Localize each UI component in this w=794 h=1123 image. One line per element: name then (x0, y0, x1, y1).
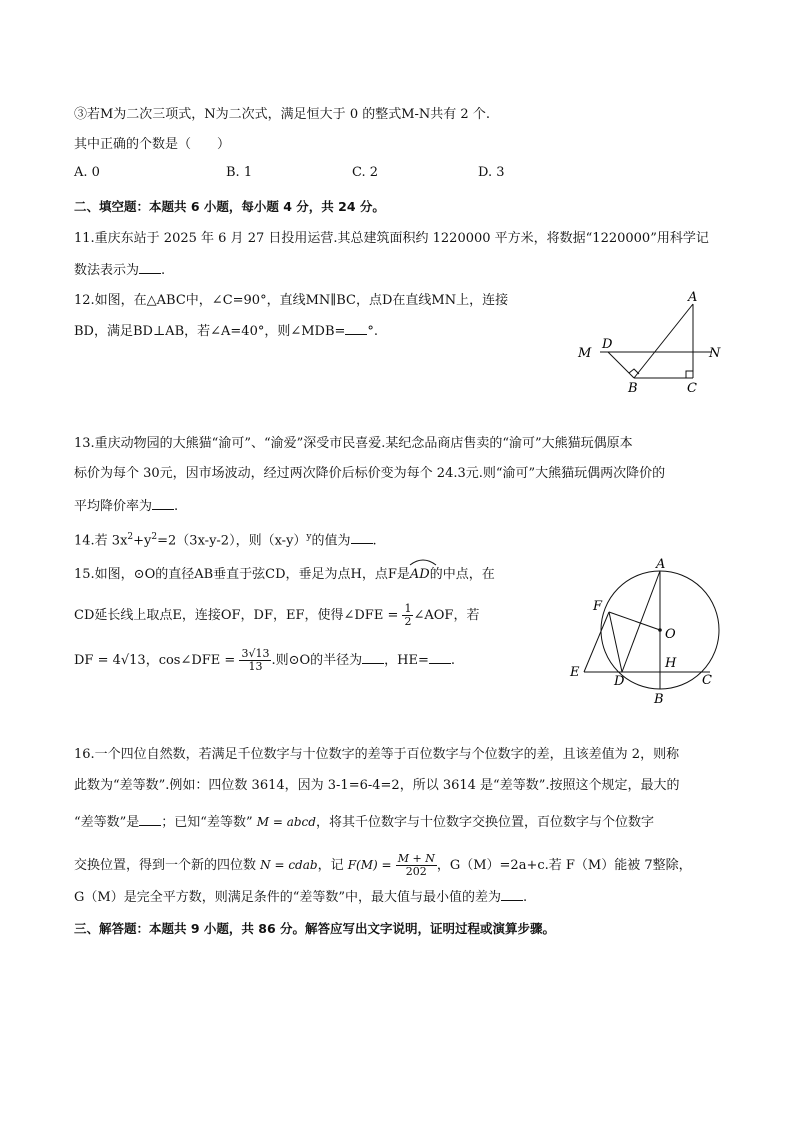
label-e: E (570, 665, 580, 680)
fraction-cos: $\frac{3√13}{13}$ (241, 647, 270, 673)
q10-option-d: D. 3 (478, 165, 505, 180)
q16-line-4: 交换位置，得到一个新的四位数 N = cdab，记 F(M) = $\frac{M + N}{202}$ ，G（M）=2a+c.若 F（M）能被 7整除， (74, 852, 692, 878)
label-d: D (602, 337, 613, 352)
section-2-heading: 二、填空题：本题共 6 小题，每小题 4 分，共 24 分。 (74, 199, 385, 214)
q11-line-2: 数法表示为 . (74, 263, 166, 278)
q10-option-a: A. 0 (74, 165, 100, 180)
q15-line-2: CD延长线上取点E，连接OF，DF，EF，使得∠DFE = $\frac{1}{2}$ ∠AOF，若 (74, 602, 480, 628)
center-point (658, 628, 662, 632)
answer-blank[interactable] (429, 651, 451, 664)
q15-line-3: DF = 4√13，cos∠DFE = $\frac{3√13}{13}$ .则⊙O的半径为 ，HE= . (74, 647, 456, 673)
label-c: C (702, 673, 712, 688)
label-n: N (709, 346, 721, 361)
q16-line-3: “差等数”是 ；已知“差等数” M = abcd，将其千位数字与十位数字交换位置，百位数字与个位数字 (74, 815, 654, 830)
q10-question: 其中正确的个数是（ ） (74, 137, 231, 152)
q12-triangle-figure (572, 286, 732, 396)
label-d: D (614, 674, 625, 689)
right-angle-c (686, 371, 693, 378)
answer-blank[interactable] (351, 531, 373, 544)
q12-line-1: 12.如图，在△ABC中，∠C=90°，直线MN∥BC，点D在直线MN上，连接 (74, 293, 509, 308)
label-a: A (656, 557, 666, 572)
arc-symbol-icon (408, 558, 438, 566)
fraction-f: $\frac{M + N}{202}$ (397, 852, 435, 878)
q14-line: 14.若 $3x^2+y^2=2(3x-y-2)$，则$(x-y)^y$的值为 . (74, 532, 377, 549)
q13-line-3: 平均降价率为 . (74, 499, 179, 514)
label-b: B (628, 381, 638, 396)
answer-blank[interactable] (501, 888, 523, 901)
answer-blank[interactable] (139, 261, 161, 274)
answer-blank[interactable] (345, 322, 367, 335)
q13-line-2: 标价为每个 30元，因市场波动，经过两次降价后标价变为每个 24.3元.则“渝可”大熊猫玩偶两次降价的 (74, 466, 666, 481)
arc-ad: AD (410, 562, 430, 584)
answer-blank[interactable] (362, 651, 384, 664)
q12-line-2: BD，满足BD⊥AB，若∠A=40°，则∠MDB= °. (74, 324, 379, 339)
label-a: A (688, 290, 698, 305)
q16-line-5: G（M）是完全平方数，则满足条件的“差等数”中，最大值与最小值的差为 . (74, 890, 528, 905)
q15-circle-figure (566, 552, 738, 708)
segment-bd (608, 352, 634, 378)
side-ab (634, 304, 693, 378)
q11-line-1: 11.重庆东站于 2025 年 6 月 27 日投用运营.其总建筑面积约 1220000 平方米，将数据“1220000”用科学记 (74, 231, 709, 246)
q15-line-1: 15.如图，⊙O的直径AB垂直于弦CD，垂足为点H，点F是 AD的中点，在 (74, 562, 495, 584)
label-b: B (654, 692, 664, 707)
q10-option-c: C. 2 (352, 165, 379, 180)
label-f: F (593, 599, 603, 614)
answer-blank[interactable] (152, 497, 174, 510)
label-h: H (665, 656, 677, 671)
q10-option-b: B. 1 (226, 165, 253, 180)
segment-ef (584, 612, 609, 672)
section-3-heading: 三、解答题：本题共 9 小题，共 86 分。解答应写出文字说明，证明过程或演算步骤。 (74, 921, 556, 936)
segment-da (622, 571, 660, 672)
segment-fo (609, 612, 660, 630)
fraction-half: $\frac{1}{2}$ (404, 602, 412, 628)
label-c: C (687, 381, 697, 396)
q16-line-1: 16.一个四位自然数，若满足千位数字与十位数字的差等于百位数字与个位数字的差，且该差值为 2，则称 (74, 747, 680, 762)
label-m: M (578, 346, 592, 361)
answer-blank[interactable] (139, 813, 161, 826)
q13-line-1: 13.重庆动物园的大熊猫“渝可”、“渝爱”深受市民喜爱.某纪念品商店售卖的“渝可”大熊猫玩偶原本 (74, 436, 633, 451)
q10-statement-3: ③若M为二次三项式，N为二次式，满足恒大于 0 的整式M-N共有 2 个. (74, 107, 490, 122)
q16-line-2: 此数为“差等数”.例如：四位数 3614，因为 3-1=6-4=2，所以 3614 是“差等数”.按照这个规定，最大的 (74, 778, 680, 793)
label-o: O (665, 627, 676, 642)
